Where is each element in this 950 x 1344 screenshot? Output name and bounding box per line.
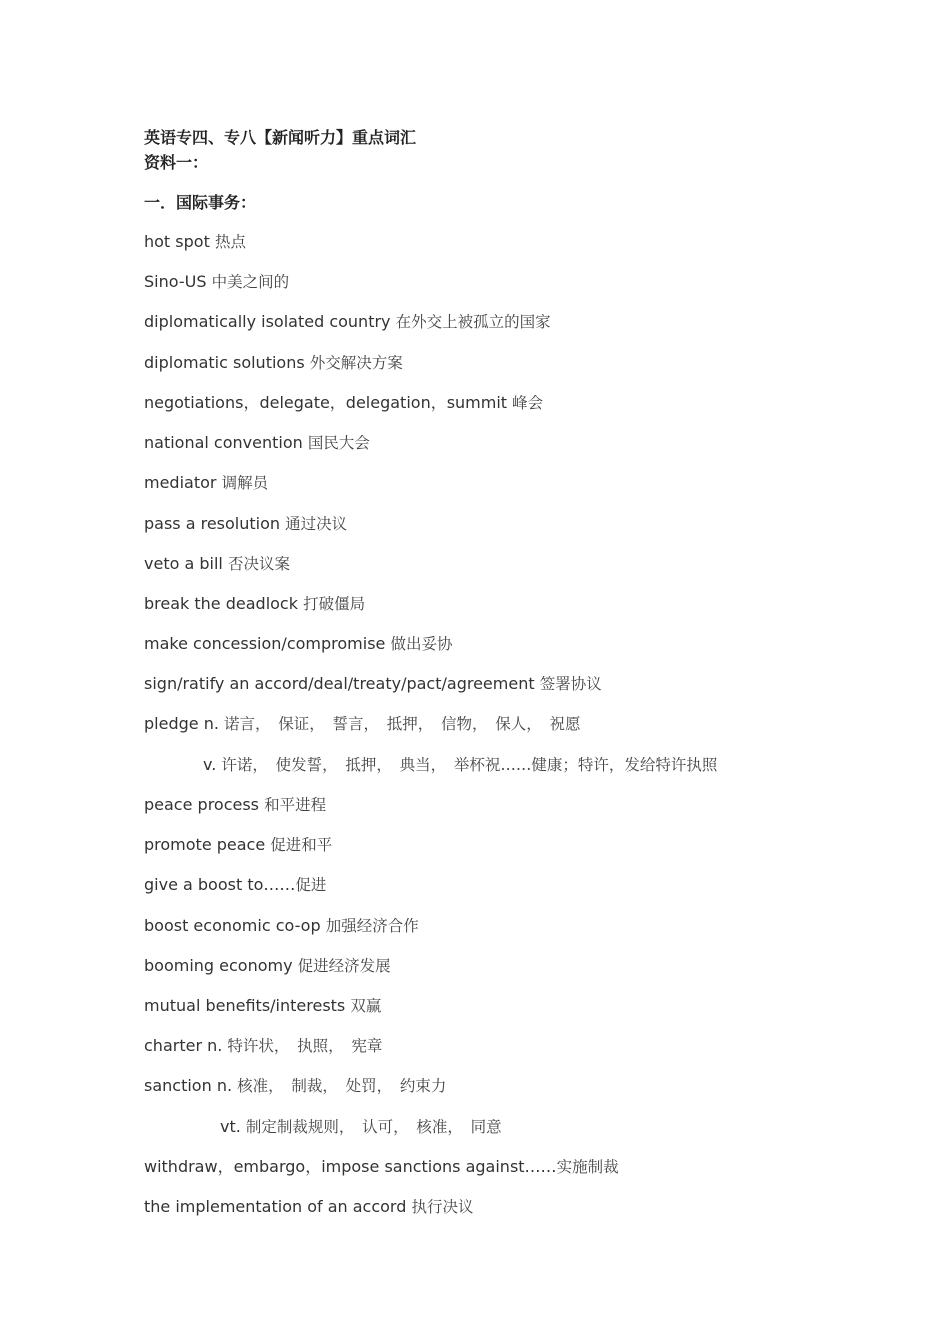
chinese-translation: 双赢 xyxy=(350,997,382,1015)
vocab-entry xyxy=(144,834,332,857)
vocab-entry xyxy=(144,874,326,897)
english-term: charter n. xyxy=(144,1036,228,1055)
english-term: mediator xyxy=(144,473,222,492)
vocab-entry xyxy=(144,794,326,817)
chinese-translation: 诺言， 保证， 誓言， 抵押， 信物， 保人， 祝愿 xyxy=(224,715,581,733)
vocab-entry xyxy=(144,1196,473,1219)
chinese-translation: 促进经济发展 xyxy=(297,957,391,975)
chinese-translation: 否决议案 xyxy=(227,555,290,573)
english-term: diplomatic solutions xyxy=(144,353,310,372)
vocab-entry xyxy=(144,1035,382,1058)
english-term: boost economic co-op xyxy=(144,916,326,935)
english-term: give a boost to…… xyxy=(144,875,296,894)
vocab-entry xyxy=(203,754,717,777)
english-term: promote peace xyxy=(144,835,271,854)
english-term: Sino-US xyxy=(144,272,212,291)
english-term: national convention xyxy=(144,433,308,452)
vocab-entry xyxy=(144,311,551,334)
vocab-entry xyxy=(144,392,543,415)
document-subtitle: 资料一： xyxy=(144,153,209,172)
english-term: pledge n. xyxy=(144,714,224,733)
chinese-translation: 执行决议 xyxy=(411,1198,474,1216)
chinese-translation: 做出妥协 xyxy=(390,635,453,653)
chinese-translation: 加强经济合作 xyxy=(325,917,419,935)
chinese-translation: 中美之间的 xyxy=(211,273,290,291)
chinese-translation: 和平进程 xyxy=(264,796,327,814)
vocab-entry xyxy=(144,1075,446,1098)
english-term: veto a bill xyxy=(144,554,228,573)
chinese-translation: 许诺， 使发誓， 抵押， 典当， 举杯祝……健康；特许，发给特许执照 xyxy=(221,756,718,774)
chinese-translation: 签署协议 xyxy=(539,675,602,693)
vocab-entry xyxy=(144,472,268,495)
vocab-entry xyxy=(144,1156,619,1179)
english-term: v. xyxy=(203,755,222,774)
english-term: make concession/compromise xyxy=(144,634,391,653)
chinese-translation: 调解员 xyxy=(221,474,269,492)
vocab-entry xyxy=(144,271,289,294)
vocab-entry xyxy=(144,955,391,978)
english-term: sign/ratify an accord/deal/treaty/pact/agreement xyxy=(144,674,540,693)
english-term: diplomatically isolated country xyxy=(144,312,396,331)
vocab-entry xyxy=(144,553,290,576)
english-term: hot spot xyxy=(144,232,215,251)
vocab-entry xyxy=(220,1116,502,1139)
chinese-translation: 通过决议 xyxy=(285,515,348,533)
english-term: break the deadlock xyxy=(144,594,304,613)
chinese-translation: 实施制裁 xyxy=(556,1158,619,1176)
vocab-entry xyxy=(144,513,347,536)
vocab-entry xyxy=(144,593,365,616)
chinese-translation: 热点 xyxy=(214,233,246,251)
english-term: sanction n. xyxy=(144,1076,238,1095)
chinese-translation: 国民大会 xyxy=(307,434,370,452)
english-term: withdraw，embargo，impose sanctions against…… xyxy=(144,1157,557,1176)
english-term: peace process xyxy=(144,795,265,814)
chinese-translation: 核准， 制裁， 处罚， 约束力 xyxy=(237,1077,447,1095)
chinese-translation: 打破僵局 xyxy=(303,595,366,613)
vocab-entry xyxy=(144,915,419,938)
chinese-translation: 外交解决方案 xyxy=(309,354,403,372)
vocab-entry xyxy=(144,673,602,696)
english-term: the implementation of an accord xyxy=(144,1197,412,1216)
english-term: vt. xyxy=(220,1117,246,1136)
vocab-entry xyxy=(144,995,381,1018)
vocab-entry xyxy=(144,633,452,656)
document-title: 英语专四、专八【新闻听力】重点词汇 xyxy=(144,128,417,147)
vocab-entry xyxy=(144,432,370,455)
chinese-translation: 峰会 xyxy=(512,394,544,412)
vocab-entry xyxy=(144,352,403,375)
english-term: negotiations，delegate，delegation，summit xyxy=(144,393,513,412)
section-heading: 一．国际事务： xyxy=(144,193,257,212)
chinese-translation: 制定制裁规则， 认可， 核准， 同意 xyxy=(245,1118,502,1136)
chinese-translation: 促进和平 xyxy=(270,836,333,854)
vocab-entry xyxy=(144,231,246,254)
english-term: booming economy xyxy=(144,956,298,975)
chinese-translation: 特许状， 执照， 宪章 xyxy=(227,1037,383,1055)
english-term: mutual benefits/interests xyxy=(144,996,351,1015)
chinese-translation: 在外交上被孤立的国家 xyxy=(395,313,551,331)
vocab-entry xyxy=(144,713,581,736)
chinese-translation: 促进 xyxy=(295,876,327,894)
english-term: pass a resolution xyxy=(144,514,286,533)
